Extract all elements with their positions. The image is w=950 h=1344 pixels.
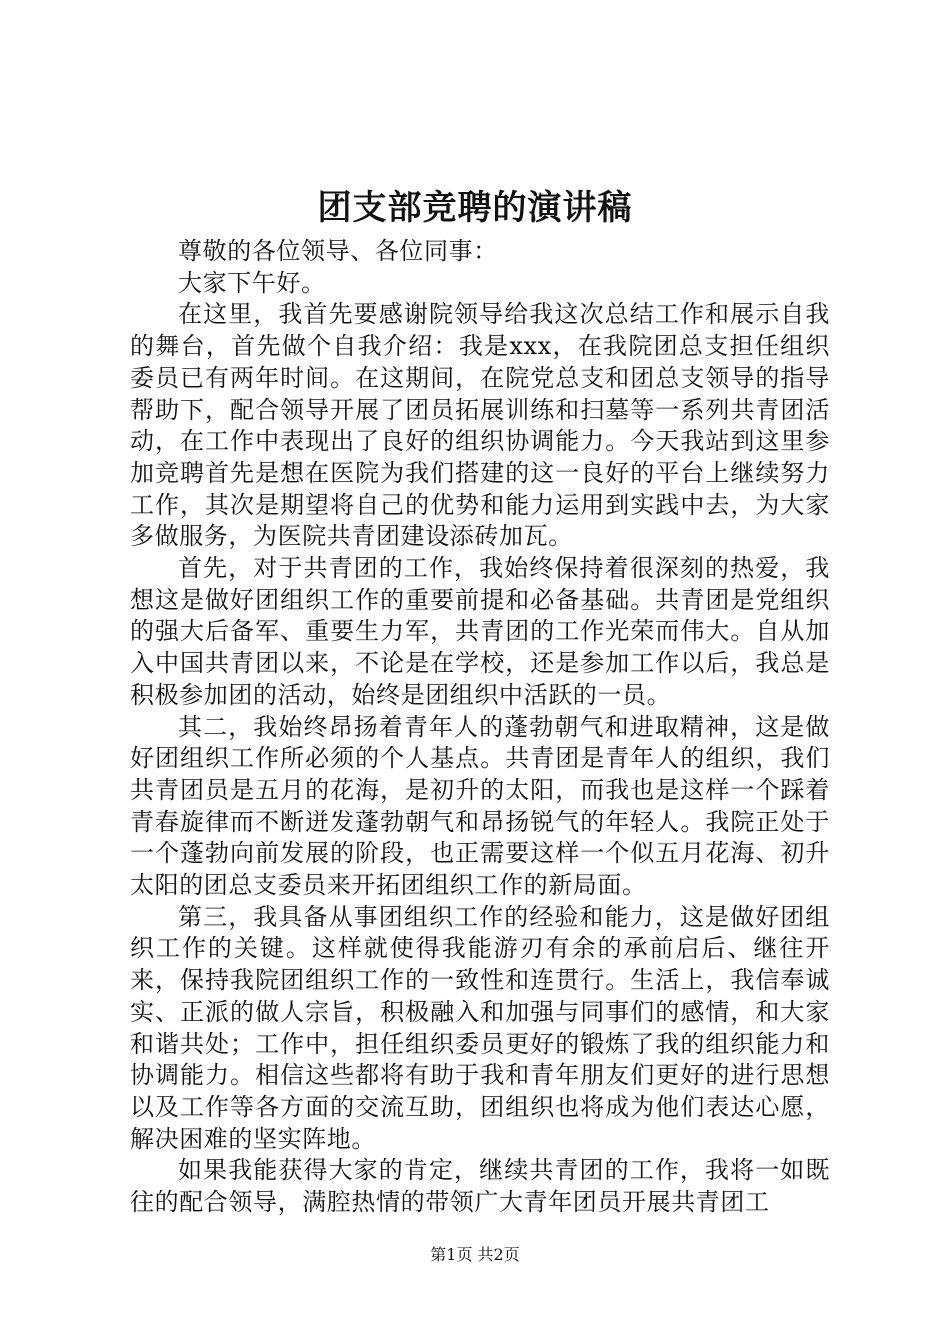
second-point-paragraph: 其二，我始终昂扬着青年人的蓬勃朝气和进取精神，这是做好团组织工作所必须的个人基点。共青团是青年人的组织，我们共青团员是五月的花海，是初升的太阳，而我也是这样一个踩着青春旋律而不断迸发蓬勃朝气和昂扬锐气的年轻人。我院正处于一个蓬勃向前发展的阶段，也正需要这样一个似五月花海、初升太阳的团总支委员来开拓团组织工作的新局面。	[130, 712, 830, 900]
third-point-paragraph: 第三，我具备从事团组织工作的经验和能力，这是做好团组织工作的关键。这样就使得我能游刃有余的承前启后、继往开来，保持我院团组织工作的一致性和连贯行。生活上，我信奉诚实、正派的做人宗旨，积极融入和加强与同事们的感情，和大家和谐共处；工作中，担任组织委员更好的锻炼了我的组织能力和协调能力。相信这些都将有助于我和青年朋友们更好的进行思想以及工作等各方面的交流互助，团组织也将成为他们表达心愿，解决困难的坚实阵地。	[130, 902, 830, 1153]
salutation-paragraph: 尊敬的各位领导、各位同事：	[178, 237, 498, 265]
closing-paragraph: 如果我能获得大家的肯定，继续共青团的工作，我将一如既往的配合领导，满腔热情的带领广大青年团员开展共青团工	[130, 1156, 830, 1217]
document-body	[130, 236, 830, 1219]
greeting-paragraph: 大家下午好。	[178, 268, 326, 297]
intro-paragraph: 在这里，我首先要感谢院领导给我这次总结工作和展示自我的舞台，首先做个自我介绍：我是xxx，在我院团总支担任组织委员已有两年时间。在这期间，在院党总支和团总支领导的指导帮助下，配合领导开展了团员拓展训练和扫墓等一系列共青团活动，在工作中表现出了良好的组织协调能力。今天我站到这里参加竞聘首先是想在医院为我们搭建的这一良好的平台上继续努力工作，其次是期望将自己的优势和能力运用到实践中去，为大家多做服务，为医院共青团建设添砖加瓦。	[130, 300, 830, 551]
document-title: 团支部竞聘的演讲稿	[317, 188, 633, 228]
first-point-paragraph: 首先，对于共青团的工作，我始终保持着很深刻的热爱，我想这是做好团组织工作的重要前提和必备基础。共青团是党组织的强大后备军、重要生力军，共青团的工作光荣而伟大。自从加入中国共青团以来，不论是在学校，还是参加工作以后，我总是积极参加团的活动，始终是团组织中活跃的一员。	[130, 554, 830, 709]
page-number-footer: 第1页 共2页	[430, 1245, 520, 1264]
